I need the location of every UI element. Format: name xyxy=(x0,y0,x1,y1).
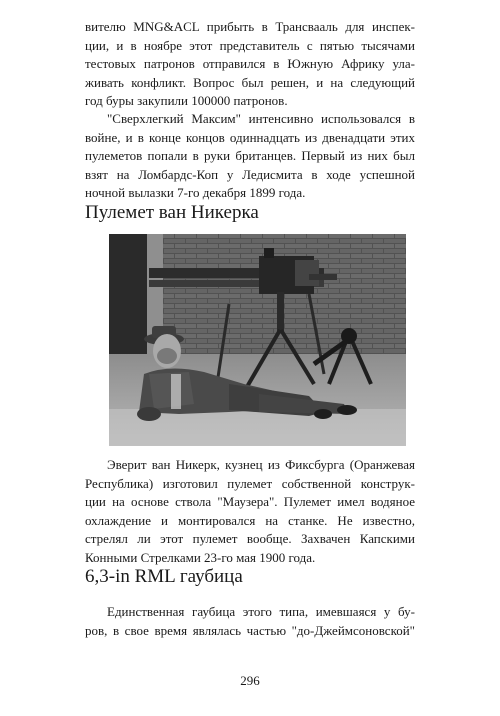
van-niekerk-machine-gun-photo xyxy=(109,234,406,446)
text-line: живать конфликт. Вопрос был решен, и на следующий xyxy=(85,74,415,90)
page-number: 296 xyxy=(240,673,260,688)
paragraph-rml-howitzer xyxy=(85,603,415,640)
paragraph-maxim-purchase xyxy=(85,18,415,111)
text-line: войне, и в конце концов одиннадцать из двенадцати этих xyxy=(85,129,415,145)
text-line: ции на основе ствола "Маузера". Пулемет имел водяное xyxy=(85,494,415,509)
text-line: Конными Стрелками 23-го мая 1900 года. xyxy=(85,549,316,565)
text-line: пулеметов попали в руки британцев. Первый из них был xyxy=(85,148,415,163)
text-line: ров, в свое время являлась частью "до-Джеймсоновской" xyxy=(85,622,415,638)
text-line: ции, и в ноябре этот представитель с пятью тысячами xyxy=(85,37,415,53)
text-line: взят на Ломбардс-Коп у Ледисмита в ходе успешной xyxy=(85,166,415,182)
paragraph-maxim-usage xyxy=(85,110,415,203)
text-line: ночной вылазки 7-го декабря 1899 года. xyxy=(85,185,306,200)
section-heading-van-niekerk: Пулемет ван Никерка xyxy=(85,202,259,223)
paragraph-van-niekerk-caption xyxy=(85,456,415,567)
section-heading-rml-howitzer: 6,3-in RML гаубица xyxy=(85,566,243,587)
text-line: Республика) изготовил пулемет собственной конструк- xyxy=(85,475,415,491)
text-line: "Сверхлегкий Максим" интенсивно использовался в xyxy=(107,111,415,126)
text-line: стрелял ли этот пулемет вообще. Захвачен Капскими xyxy=(85,531,415,546)
text-line: Единственная гаубица этого типа, имевшаяся у бу- xyxy=(107,604,415,619)
text-line: охлаждение и монтировался на станке. Не известно, xyxy=(85,512,415,528)
text-line: вителю MNG&ACL прибыть в Трансвааль для инспек- xyxy=(85,19,415,34)
text-line: год буры закупили 100000 патронов. xyxy=(85,93,288,108)
text-line: тестовых патронов отправился в Южную Африку ула- xyxy=(85,56,415,71)
text-line: Эверит ван Никерк, кузнец из Фиксбурга (Оранжевая xyxy=(107,457,415,472)
